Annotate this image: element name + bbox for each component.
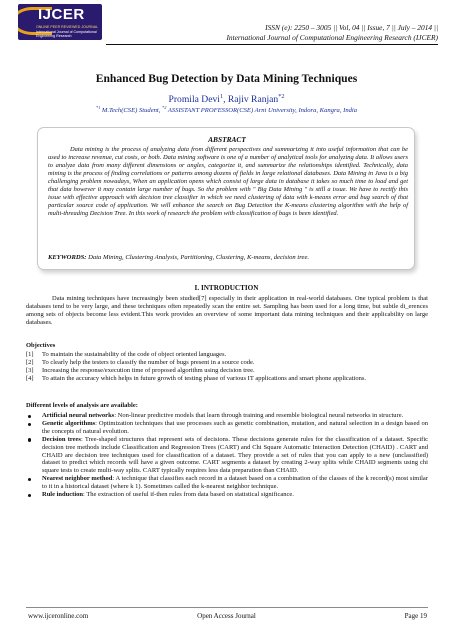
objective-number: [2] bbox=[26, 358, 34, 366]
objective-item bbox=[26, 351, 428, 359]
list-item-term: Genetic algorithms bbox=[42, 419, 96, 427]
author-line bbox=[0, 94, 453, 105]
logo-brand: IJCER bbox=[38, 6, 85, 23]
list-item-text: : The extraction of useful if-then rules from data based on statistical significance. bbox=[83, 491, 294, 499]
keywords-label: KEYWORDS: bbox=[48, 254, 87, 261]
objectives-heading: Objectives bbox=[26, 342, 56, 349]
logo-subtitle-line-1: International Journal of Computational bbox=[36, 30, 97, 34]
abstract-box bbox=[37, 127, 415, 270]
objective-number: [4] bbox=[26, 374, 34, 382]
intro-paragraph: Data mining techniques have increasingly been studied[7] especially in their application in real-world databases. One typical problem is that databases tend to be very large, and these techniques often repeatedly scan the entire set. Sampling has been used for a long time, but subtle di_erences among sets of objects become less evident.This work provides an overview of some important data mining techniques and their applicability on large databases. bbox=[26, 295, 428, 326]
author-1: Promila Devi bbox=[168, 94, 220, 105]
list-item-text: : Tree-shaped structures that represent sets of decisions. These decisions generate rules for the classification of a dataset. Specific decision tree methods include Classification and Regression Trees (CART) and Chi Square Automatic Interaction Detection (CHAID) . CART and CHAID are decision tree techniques used for classification of a dataset. They provide a set of rules that you can apply to a new (unclassified) dataset to predict which records will have a given outcome. CART segments a dataset by creating 2-way splits while CHAID segments using chi square tests to create multi-way splits. CART typically requires less data preparation than CHAID. bbox=[42, 435, 429, 475]
objective-item bbox=[26, 367, 428, 375]
author-1-marker: 1 bbox=[219, 92, 224, 100]
list-item bbox=[26, 420, 428, 436]
objectives-list bbox=[26, 351, 428, 383]
footer-website-link[interactable]: www.ijceronline.com bbox=[28, 612, 89, 620]
header-divider bbox=[106, 44, 438, 45]
list-item-term: Rule induction bbox=[42, 491, 83, 499]
footer-divider bbox=[26, 607, 428, 608]
affiliation-2: ASSISTANT PROFESSOR(CSE) Arni University, Indora, Kangra, India bbox=[166, 107, 358, 114]
affiliation-line bbox=[0, 104, 453, 114]
logo-tagline: ONLINE PEER REVIEWED JOURNAL bbox=[36, 25, 99, 29]
list-item bbox=[26, 412, 428, 420]
objective-text: Increasing the response/execution time of proposed algorithm using decision tree. bbox=[42, 366, 255, 374]
journal-header bbox=[18, 4, 438, 56]
analysis-levels-list bbox=[26, 412, 428, 499]
objective-text: To attain the accuracy which helps in future growth of testing phase of various IT applications and smart phone applications. bbox=[42, 374, 366, 382]
journal-name: International Journal of Computational Engineering Research (IJCER) bbox=[226, 33, 438, 42]
bullet-icon bbox=[28, 423, 31, 426]
abstract-heading: ABSTRACT bbox=[208, 135, 246, 144]
list-item-term: Decision trees bbox=[42, 435, 81, 443]
footer-access-label: Open Access Journal bbox=[197, 612, 256, 620]
section-heading-introduction: I. INTRODUCTION bbox=[194, 284, 259, 292]
author-separator: , bbox=[223, 94, 228, 105]
keywords bbox=[48, 254, 408, 261]
objective-item bbox=[26, 375, 428, 383]
list-item bbox=[26, 436, 428, 476]
affiliation-marker-2: *2 bbox=[162, 104, 167, 110]
bullet-icon bbox=[28, 438, 31, 441]
objective-text: To clearly help the testers to classify the number of bugs present in a source code. bbox=[42, 358, 255, 366]
objective-text: To maintain the sustainability of the code of object oriented languages. bbox=[42, 351, 227, 358]
abstract-text: Data mining is the process of analyzing data from different perspectives and summarizing it into useful information that can be used to increase revenue, cut costs, or both. Data mining software is one of a number of analytical tools for analyzing data. It allows users to analyze data from many different dimensions or angles, categorize it, and summarize the relationships identified. Technically, data mining is the process of finding correlations or patterns among dozens of fields in large relational databases. Data Mining in Java is a big challenging problem nowadays, When an application opens which consist of large data in database it takes so much time to load and get that data however it may contain large number of bugs. So the problem with " Big Data Mining " is still a issue. We have to rectify this issue with effective approach with decision tree classifier in which we need clustering of data with k-means error and bug search of that particular source code of application. We will enhance the search on Bug Detection the K-means clustering algorithm with the help of multi-threading Decision Tree. In this work of research the problem with classification of bugs is been identified. bbox=[48, 146, 408, 217]
journal-logo bbox=[18, 4, 102, 40]
list-item-text: : Optimization techniques that use processes such as genetic combination, mutation, and natural selection in a design based on the concepts of natural evolution. bbox=[42, 419, 428, 435]
author-2: Rajiv Ranjan bbox=[227, 94, 279, 105]
bullet-icon bbox=[28, 494, 31, 497]
objective-item bbox=[26, 359, 428, 367]
paper-title: Enhanced Bug Detection by Data Mining Techniques bbox=[95, 72, 358, 85]
footer-page-number: Page 19 bbox=[404, 612, 427, 620]
objective-number: [1] bbox=[26, 351, 34, 358]
author-2-marker: *2 bbox=[278, 92, 285, 100]
analysis-levels-heading: Different levels of analysis are available: bbox=[26, 402, 138, 409]
bullet-icon bbox=[28, 478, 31, 481]
logo-subtitle bbox=[36, 30, 97, 38]
list-item-text: : A technique that classifies each record in a dataset based on a combination of the classes of the k record(s) most similar to it in a historical dataset (where k 1). Sometimes called the k-nearest neighbor technique. bbox=[42, 475, 428, 491]
list-item-text: : Non-linear predictive models that learn through training and resemble biological neural networks in structure. bbox=[114, 412, 404, 419]
issn-line: ISSN (e): 2250 – 3005 || Vol, 04 || Issue, 7 || July – 2014 || bbox=[265, 23, 438, 32]
list-item-term: Nearest neighbor method bbox=[42, 475, 113, 483]
list-item bbox=[26, 491, 428, 499]
bullet-icon bbox=[28, 415, 31, 418]
list-item-term: Artificial neural networks bbox=[42, 412, 115, 419]
list-item bbox=[26, 475, 428, 491]
affiliation-1: M.Tech(CSE) Student, bbox=[100, 107, 163, 114]
objective-number: [3] bbox=[26, 366, 34, 374]
keywords-list: Data Mining, Clustering Analysis, Partitioning, Clustering, K-means, decision tree. bbox=[86, 254, 310, 261]
logo-subtitle-line-2: Engineering Research bbox=[36, 34, 72, 39]
affiliation-marker-1: *1 bbox=[95, 104, 101, 110]
